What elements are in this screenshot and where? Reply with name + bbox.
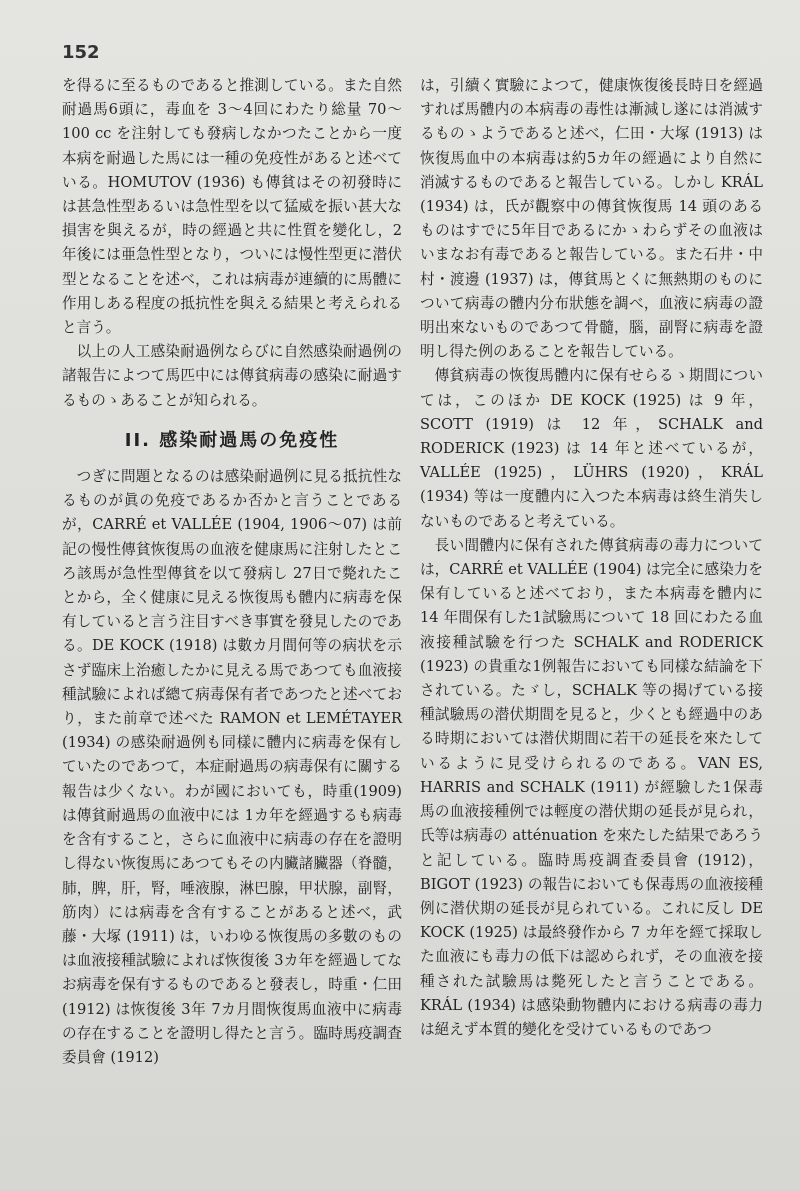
paragraph: 傳貧病毒の恢復馬體内に保有せらるゝ期間については，このほか DE KOCK (1925) は 9 年，SCOTT (1919) は 12 年，SCHALK and RODERICK (1923) は 14 年と述べているが，VALLÉE (1925)，LÜHRS (1920)，KRÁL (1934) 等は一度體内に入つた本病毒は終生消失しないものであると考えている。 (420, 367, 763, 530)
paragraph: を得るに至るものであると推測している。また自然耐過馬6頭に，毒血を 3〜4回にわたり総量 70〜100 cc を注射しても發病しなかつたことから一度本病を耐過した馬には一種の免疫性があると述べている。HOMUTOV (1936) も傳貧はその初發時には甚急性型あるいは急性型を以て猛威を振い甚大な損害を與えるが，時の經過と共に性質を變化し，2年後には亜急性型となり，ついには慢性型更に潜伏型となることを述べ，これは病毒が連續的に馬體に作用しある程度の抵抗性を與える結果と考えられると言う。 (62, 77, 402, 337)
paragraph: 長い間體内に保有された傳貧病毒の毒力については，CARRÉ et VALLÉE (1904) は完全に感染力を保有していると述べており，また本病毒を體内に 14 年間保有した1試驗馬について 18 回にわたる血液接種試驗を行つた SCHALK and RODERICK (1923) の貴重な1例報告においても同樣な結論を下されている。たゞし，SCHALK 等の揭げている接種試驗馬の潜伏期間を見ると，少くとも經過中のある時期においては潜伏期間に若干の延長を來たしているように見受けられるのである。VAN ES, HARRIS and SCHALK (1911) が經驗した1保毒馬の血液接種例では輕度の潜伏期の延長が見られ，氏等は病毒の atténuation を來たした結果であろうと記している。臨時馬疫調査委員會 (1912)，BIGOT (1923) の報告においても保毒馬の血液接種例に潜伏期の延長が見られている。これに反し DE KOCK (1925) は最終發作から 7 カ年を經て採取した血液にも毒力の低下は認められず，その血液を接種された試驗馬は斃死したと言うことである。KRÁL (1934) は感染動物體内における病毒の毒力は絕えず本質的變化を受けているものであつ (420, 536, 763, 1038)
paragraph: 以上の人工感染耐過例ならびに自然感染耐過例の諸報告によつて馬匹中には傳貧病毒の感染に耐過するものゝあることが知られる。 (62, 343, 402, 409)
right-column (420, 74, 763, 1042)
section-heading: II. 感染耐過馬の免疫性 (124, 429, 340, 451)
page-number: 152 (62, 42, 100, 63)
paragraph: は，引續く實驗によつて，健康恢復後長時日を經過すれば馬體内の本病毒の毒性は漸減し遂には消滅するものゝようであると述べ，仁田・大塚 (1913) は恢復馬血中の本病毒は約5カ年の經過により自然に消滅するものであると報告している。しかし KRÁL (1934) は，氏が觀察中の傳貧恢復馬 14 頭のあるものはすでに5年目であるにかゝわらずその血液はいまなお有毒であると報告している。また石井・中村・渡邊 (1937) は，傳貧馬とくに無熱期のものについて病毒の體内分布狀態を調べ，血液に病毒の證明出來ないものであつて骨髓，腦，副腎に病毒を證明し得た例のあることを報告している。 (420, 77, 763, 361)
left-column (62, 74, 402, 1070)
paragraph: つぎに問題となるのは感染耐過例に見る抵抗性なるものが眞の免疫であるか否かと言うことであるが，CARRÉ et VALLÉE (1904, 1906〜07) は前記の慢性傳貧恢復馬の血液を健康馬に注射したところ該馬が急性型傳貧を以て發病し 27日で斃れたことから，全く健康に見える恢復馬も體内に病毒を保有していると言う注目すべき事實を發見したのである。DE KOCK (1918) は數カ月間何等の病状を示さず臨床上治癒したかに見える馬であつても血液接種試驗によれば總て病毒保有者であつたと述べており，また前章で述べた RAMON et LEMÉTAYER (1934) の感染耐過例も同樣に體内に病毒を保有していたのであつて，本症耐過馬の病毒保有に關する報告は少くない。わが國においても，時重(1909) は傳貧耐過馬の血液中には 1カ年を經過するも病毒を含有すること，さらに血液中に病毒の存在を證明し得ない恢復馬にあつてもその内臟諸臟器（脊髓，肺，脾，肝，腎，唾液腺，淋巴腺，甲状腺，副腎，筋肉）には病毒を含有することがあると述べ，武藤・大塚 (1911) は，いわゆる恢復馬の多數のものは血液接種試驗によれば恢復後 3カ年を經過してなお病毒を保有するものであると發表し，時重・仁田 (1912) は恢復後 3年 7カ月間恢復馬血液中に病毒の存在することを證明し得たと言う。臨時馬疫調査委員會 (1912) (62, 468, 402, 1066)
